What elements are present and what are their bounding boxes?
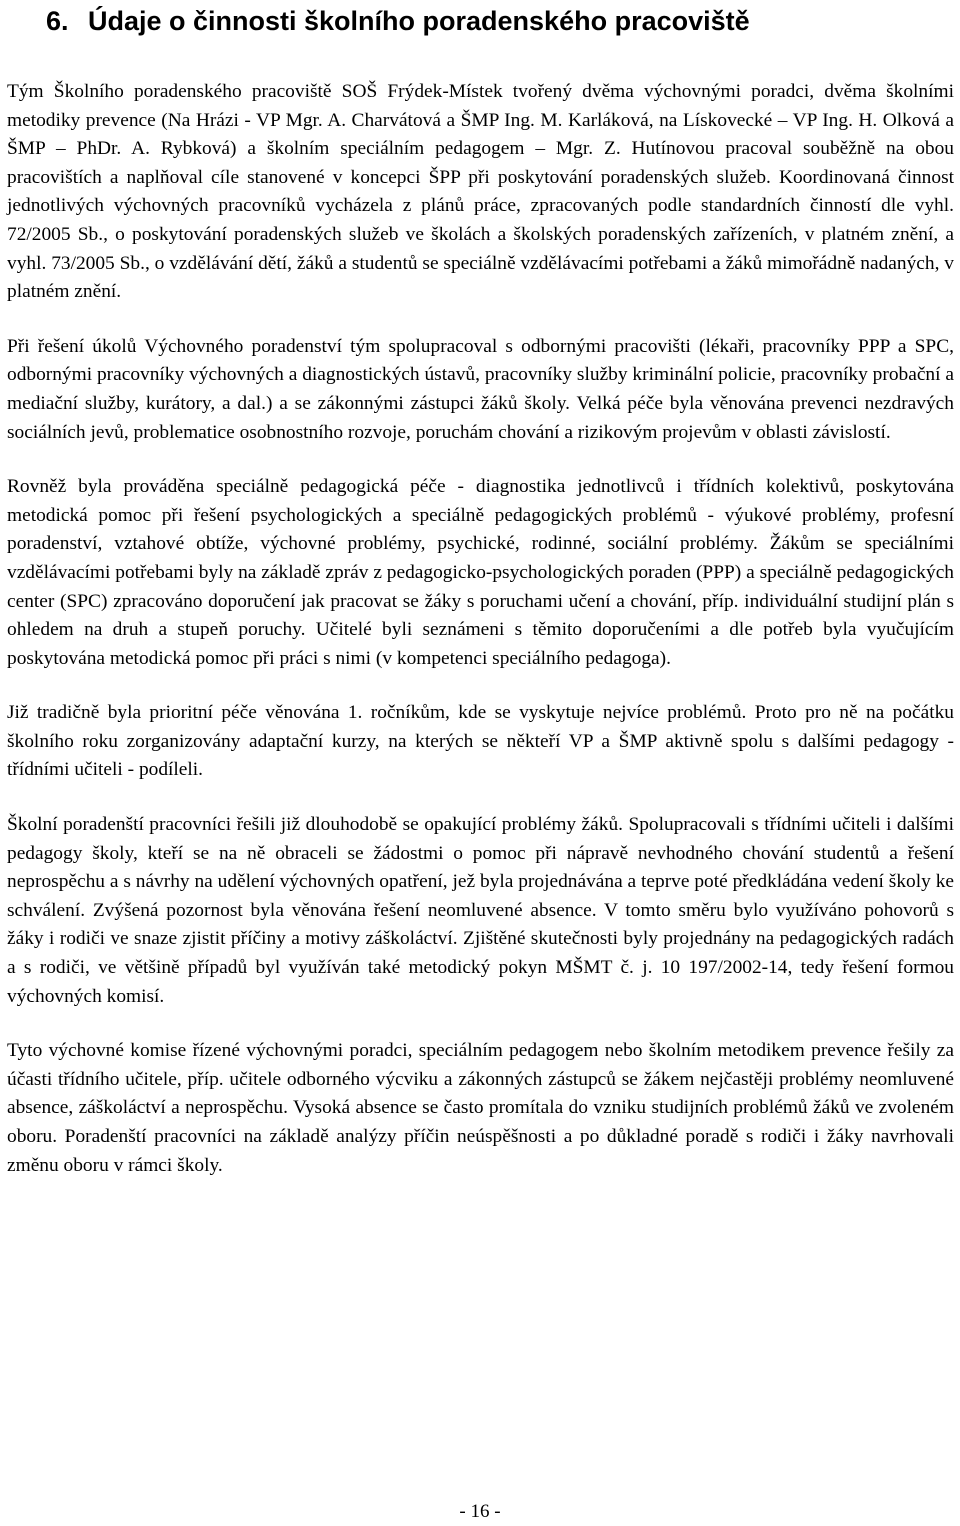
paragraph-special-care: Rovněž byla prováděna speciálně pedagogická péče - diagnostika jednotlivců i třídních kolektivů, poskytována metodická pomoc při řešení psychologických a speciálně pedagogických problémů - výukové problémy, profesní poradenství, vztahové obtíže, výchovné problémy, psychické, rodinné, sociální problémy. Žákům se speciálními vzdělávacími potřebami byly na základě zpráv z pedagogicko-psychologických poraden (PPP) a speciálně pedagogických center (SPC) zpracováno doporučení jak pracovat se žáky s poruchami učení a chování, příp. individuální studijní plán s ohledem na druh a stupeň poruchy. Učitelé byli seznámeni s těmito doporučeními a dle potřeb byla vyučujícím poskytována metodická pomoc při práci s nimi (v kompetenci speciálního pedagoga).: [7, 476, 954, 669]
body-text: [7, 78, 954, 1206]
paragraph-commissions: Tyto výchovné komise řízené výchovnými poradci, speciálním pedagogem nebo školním metodikem prevence řešily za účasti třídního učitele, příp. učitele odborného výcviku a zákonných zástupců se žákem nejčastěji problémy neomluvené absence, záškoláctví a neprospěchu. Vysoká absence se často promítala do vzniku studijních problémů žáků ve zvoleném oboru. Poradenští pracovníci na základě analýzy příčin neúspěšnosti a po důkladné poradě s rodiči i žáky navrhovali změnu oboru v rámci školy.: [7, 1040, 954, 1176]
page-number: - 16 -: [459, 1501, 501, 1522]
paragraph-problems: Školní poradenští pracovníci řešili již dlouhodobě se opakující problémy žáků. Spolupracovali s třídními učiteli i dalšími pedagogy školy, kteří se na ně obraceli se žádostmi o pomoc při nápravě nevhodného chování studentů a řešení neprospěchu a s návrhy na udělení výchovných opatření, jež byla projednávána a teprve poté předkládána vedení školy ke schválení. Zvýšená pozornost byla věnována řešení neomluvené absence. V tomto směru bylo využíváno pohovorů s žáky i rodiči ve snaze zjistit příčiny a motivy záškoláctví. Zjištěné skutečnosti byly projednány na pedagogických radách a s rodiči, ve většině případů byl využíván také metodický pokyn MŠMT č. j. 10 197/2002-14, tedy řešení formou výchovných komisí.: [7, 814, 954, 1007]
section-number: 6.: [46, 6, 69, 36]
section-title: Údaje o činnosti školního poradenského pracoviště: [88, 6, 750, 36]
section-heading: [46, 4, 750, 38]
paragraph-cooperation: Při řešení úkolů Výchovného poradenství tým spolupracoval s odbornými pracovišti (lékaři, pracovníky PPP a SPC, odbornými pracovníky výchovných a diagnostických ústavů, pracovníky služby kriminální policie, pracovníky probační a mediační služby, kurátory, a dal.) a se zákonnými zástupci žáků školy. Velká péče byla věnována prevenci nezdravých sociálních jevů, problematice osobnostního rozvoje, poruchám chování a rizikovým projevům v oblasti závislostí.: [7, 335, 954, 443]
paragraph-team: Tým Školního poradenského pracoviště SOŠ Frýdek-Místek tvořený dvěma výchovnými poradci, dvěma školními metodiky prevence (Na Hrázi - VP Mgr. A. Charvátová a ŠMP Ing. M. Karláková, na Lískovecké – VP Ing. H. Olková a ŠMP – PhDr. A. Rybková) a školním speciálním pedagogem – Mgr. Z. Hutínovou pracoval souběžně na obou pracovištích a naplňoval cíle stanovené v koncepci ŠPP při poskytování poradenských služeb. Koordinovaná činnost jednotlivých výchovných pracovníků vycházela z plánů práce, zpracovaných podle standardních činností dle vyhl. 72/2005 Sb., o poskytování poradenských služeb ve školách a školských poradenských zařízeních, v platném znění, a vyhl. 73/2005 Sb., o vzdělávání dětí, žáků a studentů se speciálně vzdělávacími potřebami a žáků mimořádně nadaných, v platném znění.: [7, 81, 954, 303]
paragraph-first-year: Již tradičně byla prioritní péče věnována 1. ročníkům, kde se vyskytuje nejvíce problémů. Proto pro ně na počátku školního roku zorganizovány adaptační kurzy, na kterých se někteří VP a ŠMP aktivně spolu s dalšími pedagogy - třídními učiteli - podíleli.: [7, 702, 954, 781]
